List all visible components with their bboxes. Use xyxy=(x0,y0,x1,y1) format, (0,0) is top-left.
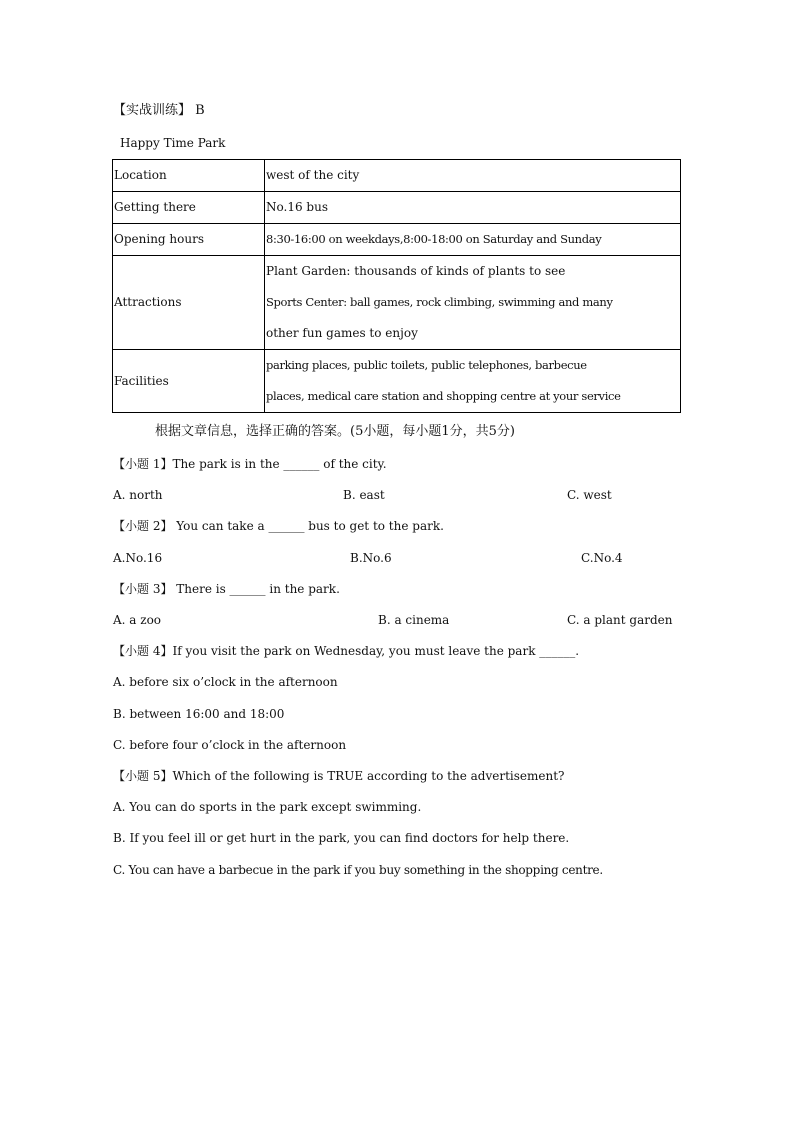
table-row-location xyxy=(113,160,681,192)
cell-text: places, medical care station and shopping centre at your service xyxy=(266,389,621,403)
cell-text: west of the city xyxy=(266,168,360,182)
question-5-option-a: A. You can do sports in the park except swimming. xyxy=(113,800,422,814)
cell-text: parking places, public toilets, public telephones, barbecue xyxy=(266,358,587,372)
question-3-stem: 【小题 3】 There is ______ in the park. xyxy=(113,582,340,596)
table-cell-value xyxy=(265,350,681,413)
question-4-option-b: B. between 16:00 and 18:00 xyxy=(113,707,285,721)
cell-text: other fun games to enjoy xyxy=(266,326,418,340)
table-row-attractions xyxy=(113,256,681,350)
question-3-option-a: A. a zoo xyxy=(113,613,162,627)
question-2-option-a: A.No.16 xyxy=(113,551,163,565)
cell-text: Sports Center: ball games, rock climbing, swimming and many xyxy=(266,295,613,309)
question-1-option-a: A. north xyxy=(113,488,163,502)
cell-text: No.16 bus xyxy=(266,200,328,214)
section-heading: 【实战训练】 B xyxy=(113,103,205,118)
park-title: Happy Time Park xyxy=(120,136,226,150)
table-cell-label: Location xyxy=(113,160,265,192)
table-cell-value xyxy=(265,192,681,224)
question-5-option-b: B. If you feel ill or get hurt in the park, you can find doctors for help there. xyxy=(113,831,570,845)
park-info-table xyxy=(112,159,681,413)
instruction-text: 根据文章信息，选择正确的答案。(5小题，每小题1分，共5分) xyxy=(155,424,515,439)
question-2-stem: 【小题 2】 You can take a ______ bus to get to the park. xyxy=(113,519,444,533)
question-5-stem: 【小题 5】Which of the following is TRUE according to the advertisement? xyxy=(113,769,565,783)
table-cell-value xyxy=(265,256,681,350)
table-cell-label: Getting there xyxy=(113,192,265,224)
cell-text: Plant Garden: thousands of kinds of plants to see xyxy=(266,264,566,278)
table-cell-label: Opening hours xyxy=(113,224,265,256)
question-4-stem: 【小题 4】If you visit the park on Wednesday, you must leave the park ______. xyxy=(113,644,580,658)
question-1-stem: 【小题 1】The park is in the ______ of the city. xyxy=(113,457,387,471)
cell-text: 8:30-16:00 on weekdays,8:00-18:00 on Saturday and Sunday xyxy=(266,232,602,246)
question-3-option-c: C. a plant garden xyxy=(567,613,673,627)
question-2-option-b: B.No.6 xyxy=(350,551,392,565)
question-5-option-c: C. You can have a barbecue in the park if you buy something in the shopping centre. xyxy=(113,863,603,877)
question-2-option-c: C.No.4 xyxy=(581,551,623,565)
table-row-opening-hours xyxy=(113,224,681,256)
table-row-facilities xyxy=(113,350,681,413)
table-cell-value xyxy=(265,160,681,192)
question-1-option-b: B. east xyxy=(343,488,385,502)
table-row-getting-there xyxy=(113,192,681,224)
question-3-option-b: B. a cinema xyxy=(378,613,450,627)
question-1-option-c: C. west xyxy=(567,488,612,502)
question-4-option-a: A. before six o’clock in the afternoon xyxy=(113,675,338,689)
table-cell-value xyxy=(265,224,681,256)
table-cell-label: Facilities xyxy=(113,350,265,413)
question-4-option-c: C. before four o’clock in the afternoon xyxy=(113,738,347,752)
table-cell-label: Attractions xyxy=(113,256,265,350)
